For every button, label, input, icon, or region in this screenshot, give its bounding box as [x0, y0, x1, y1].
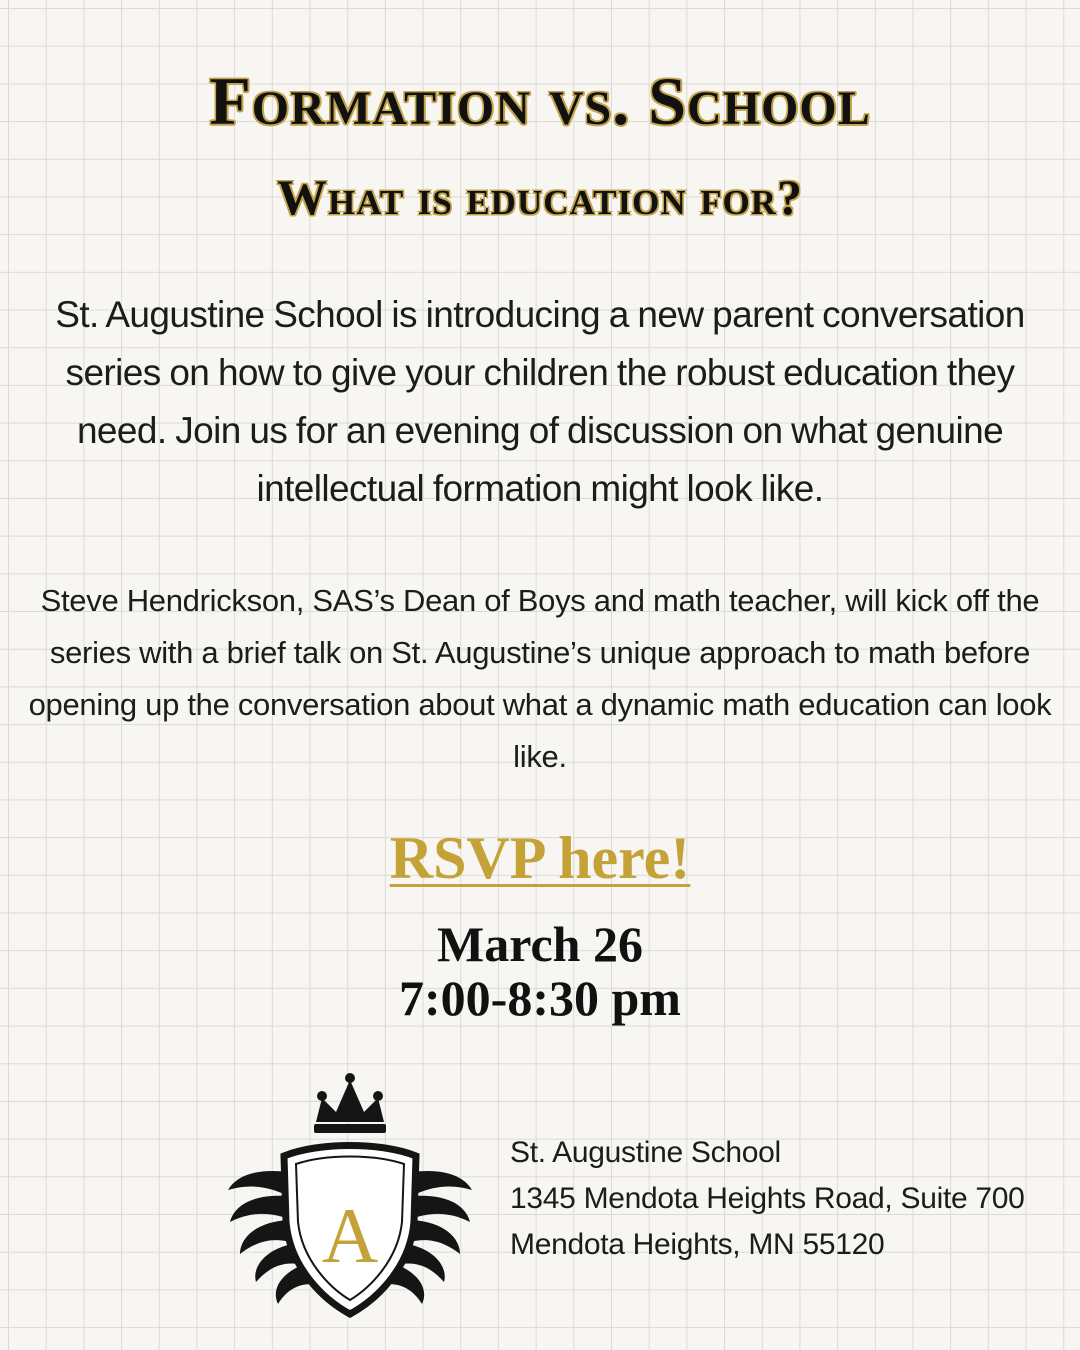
crest-letter: A — [321, 1192, 379, 1279]
address-city: Mendota Heights, MN 55120 — [510, 1228, 885, 1261]
school-crest-icon — [226, 1072, 474, 1322]
rsvp-link[interactable]: RSVP here! — [389, 825, 691, 891]
crown-icon — [314, 1073, 386, 1133]
address-street: 1345 Mendota Heights Road, Suite 700 — [510, 1182, 1025, 1215]
page-subtitle: What is education for? — [276, 169, 804, 225]
speaker-paragraph: Steve Hendrickson, SAS’s Dean of Boys and math teacher, will kick off the series with a brief talk on St. Augustine’s unique approach to math before opening up the conversation about what a dynamic math education can look like. — [28, 583, 1052, 774]
school-address — [510, 1130, 1070, 1268]
page-title: Formation vs. School — [209, 63, 871, 139]
event-date: March 26 — [437, 916, 643, 972]
rsvp-container — [0, 818, 1080, 898]
address-name: St. Augustine School — [510, 1136, 781, 1169]
intro-paragraph: St. Augustine School is introducing a new parent conversation series on how to give your children the robust education they need. Join us for an evening of discussion on what genuine intellectual formation might look like. — [55, 294, 1025, 509]
event-time: 7:00-8:30 pm — [399, 970, 681, 1026]
